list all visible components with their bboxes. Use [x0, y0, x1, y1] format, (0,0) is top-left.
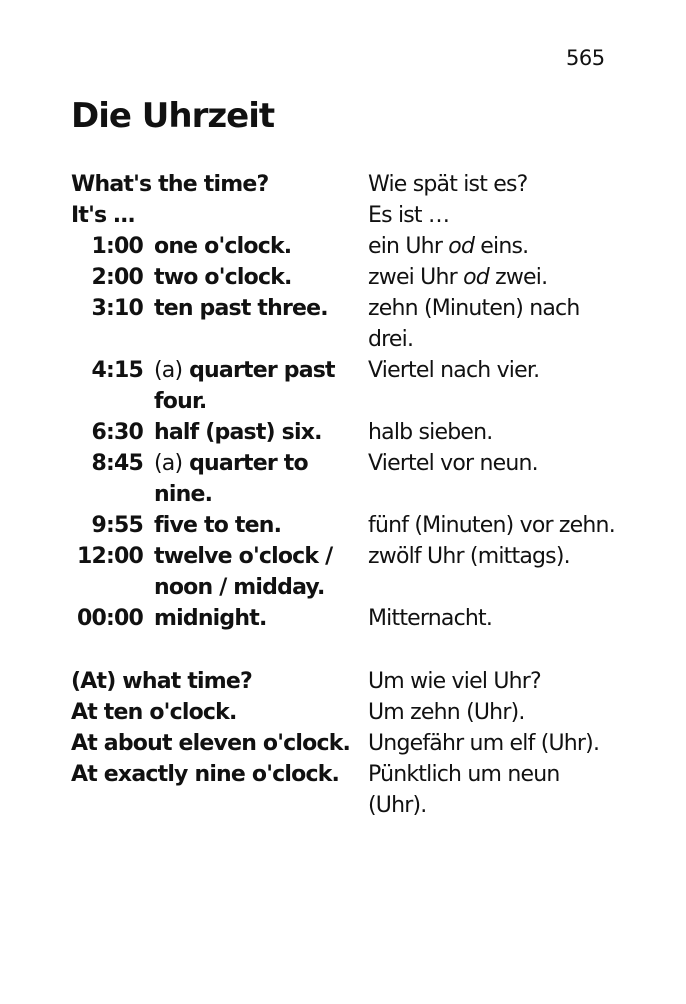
german-text: zwei.	[488, 265, 548, 290]
clock-time: 2:00	[91, 265, 143, 290]
german-text: eins.	[474, 234, 529, 259]
phrase-row	[0, 728, 686, 759]
german-translation: Viertel nach vier.	[368, 358, 540, 383]
german-translation: zehn (Minuten) nach	[368, 296, 580, 321]
german-translation-continued: drei.	[368, 327, 414, 352]
phrase-row	[0, 200, 686, 231]
german-translation: Wie spät ist es?	[368, 172, 528, 197]
phrase-row	[0, 697, 686, 728]
german-translation: Viertel vor neun.	[368, 451, 538, 476]
continuation-row	[0, 572, 686, 603]
english-phrase: At exactly nine o'clock.	[71, 762, 340, 787]
english-time-phrase-continued: nine.	[154, 482, 213, 507]
time-row	[0, 417, 686, 448]
german-translation: Es ist …	[368, 203, 450, 228]
german-translation: Um wie viel Uhr?	[368, 669, 541, 694]
german-text: ein Uhr	[368, 234, 449, 259]
time-row	[0, 510, 686, 541]
clock-time: 6:30	[91, 420, 143, 445]
continuation-row	[0, 790, 686, 821]
english-time-phrase: midnight.	[154, 606, 267, 631]
german-translation: Um zehn (Uhr).	[368, 700, 525, 725]
german-translation	[368, 262, 547, 293]
english-time-phrase: two o'clock.	[154, 265, 292, 290]
phrase-text: quarter past	[189, 358, 335, 383]
english-time-phrase	[154, 355, 335, 386]
clock-time: 12:00	[76, 544, 143, 569]
page-title: Die Uhrzeit	[71, 96, 275, 136]
continuation-row	[0, 386, 686, 417]
english-time-phrase: half (past) six.	[154, 420, 322, 445]
clock-time: 9:55	[91, 513, 143, 538]
or-abbreviation: od	[448, 234, 475, 259]
english-time-phrase: ten past three.	[154, 296, 328, 321]
english-phrase: It's …	[71, 203, 135, 228]
german-translation: Ungefähr um elf (Uhr).	[368, 731, 600, 756]
english-time-phrase: five to ten.	[154, 513, 282, 538]
english-time-phrase	[154, 448, 308, 479]
clock-time: 00:00	[76, 606, 143, 631]
or-abbreviation: od	[463, 265, 489, 290]
english-phrase: At about eleven o'clock.	[71, 731, 351, 756]
english-time-phrase-continued: four.	[154, 389, 207, 414]
clock-time: 3:10	[91, 296, 143, 321]
continuation-row	[0, 479, 686, 510]
article: (a)	[154, 451, 183, 476]
time-row	[0, 448, 686, 479]
time-row	[0, 355, 686, 386]
time-row	[0, 293, 686, 324]
german-translation: Mitternacht.	[368, 606, 493, 631]
german-translation	[368, 231, 528, 262]
continuation-row	[0, 324, 686, 355]
time-row	[0, 603, 686, 634]
phrase-row	[0, 759, 686, 790]
english-time-phrase-continued: noon / midday.	[154, 575, 325, 600]
german-text: zwei Uhr	[368, 265, 464, 290]
time-row	[0, 231, 686, 262]
german-translation: zwölf Uhr (mittags).	[368, 544, 570, 569]
german-translation-continued: (Uhr).	[368, 793, 427, 818]
english-phrase: (At) what time?	[71, 669, 252, 694]
clock-time: 8:45	[91, 451, 143, 476]
german-translation: Pünktlich um neun	[368, 762, 560, 787]
time-row	[0, 541, 686, 572]
english-phrase: What's the time?	[71, 172, 269, 197]
phrase-text: quarter to	[189, 451, 308, 476]
article: (a)	[154, 358, 183, 383]
clock-time: 1:00	[91, 234, 143, 259]
english-time-phrase: one o'clock.	[154, 234, 292, 259]
phrase-row	[0, 169, 686, 200]
clock-time: 4:15	[91, 358, 143, 383]
phrase-row	[0, 666, 686, 697]
time-row	[0, 262, 686, 293]
page-number: 565	[566, 46, 605, 70]
english-phrase: At ten o'clock.	[71, 700, 237, 725]
german-translation: fünf (Minuten) vor zehn.	[368, 513, 615, 538]
english-time-phrase: twelve o'clock /	[154, 544, 333, 569]
german-translation: halb sieben.	[368, 420, 493, 445]
